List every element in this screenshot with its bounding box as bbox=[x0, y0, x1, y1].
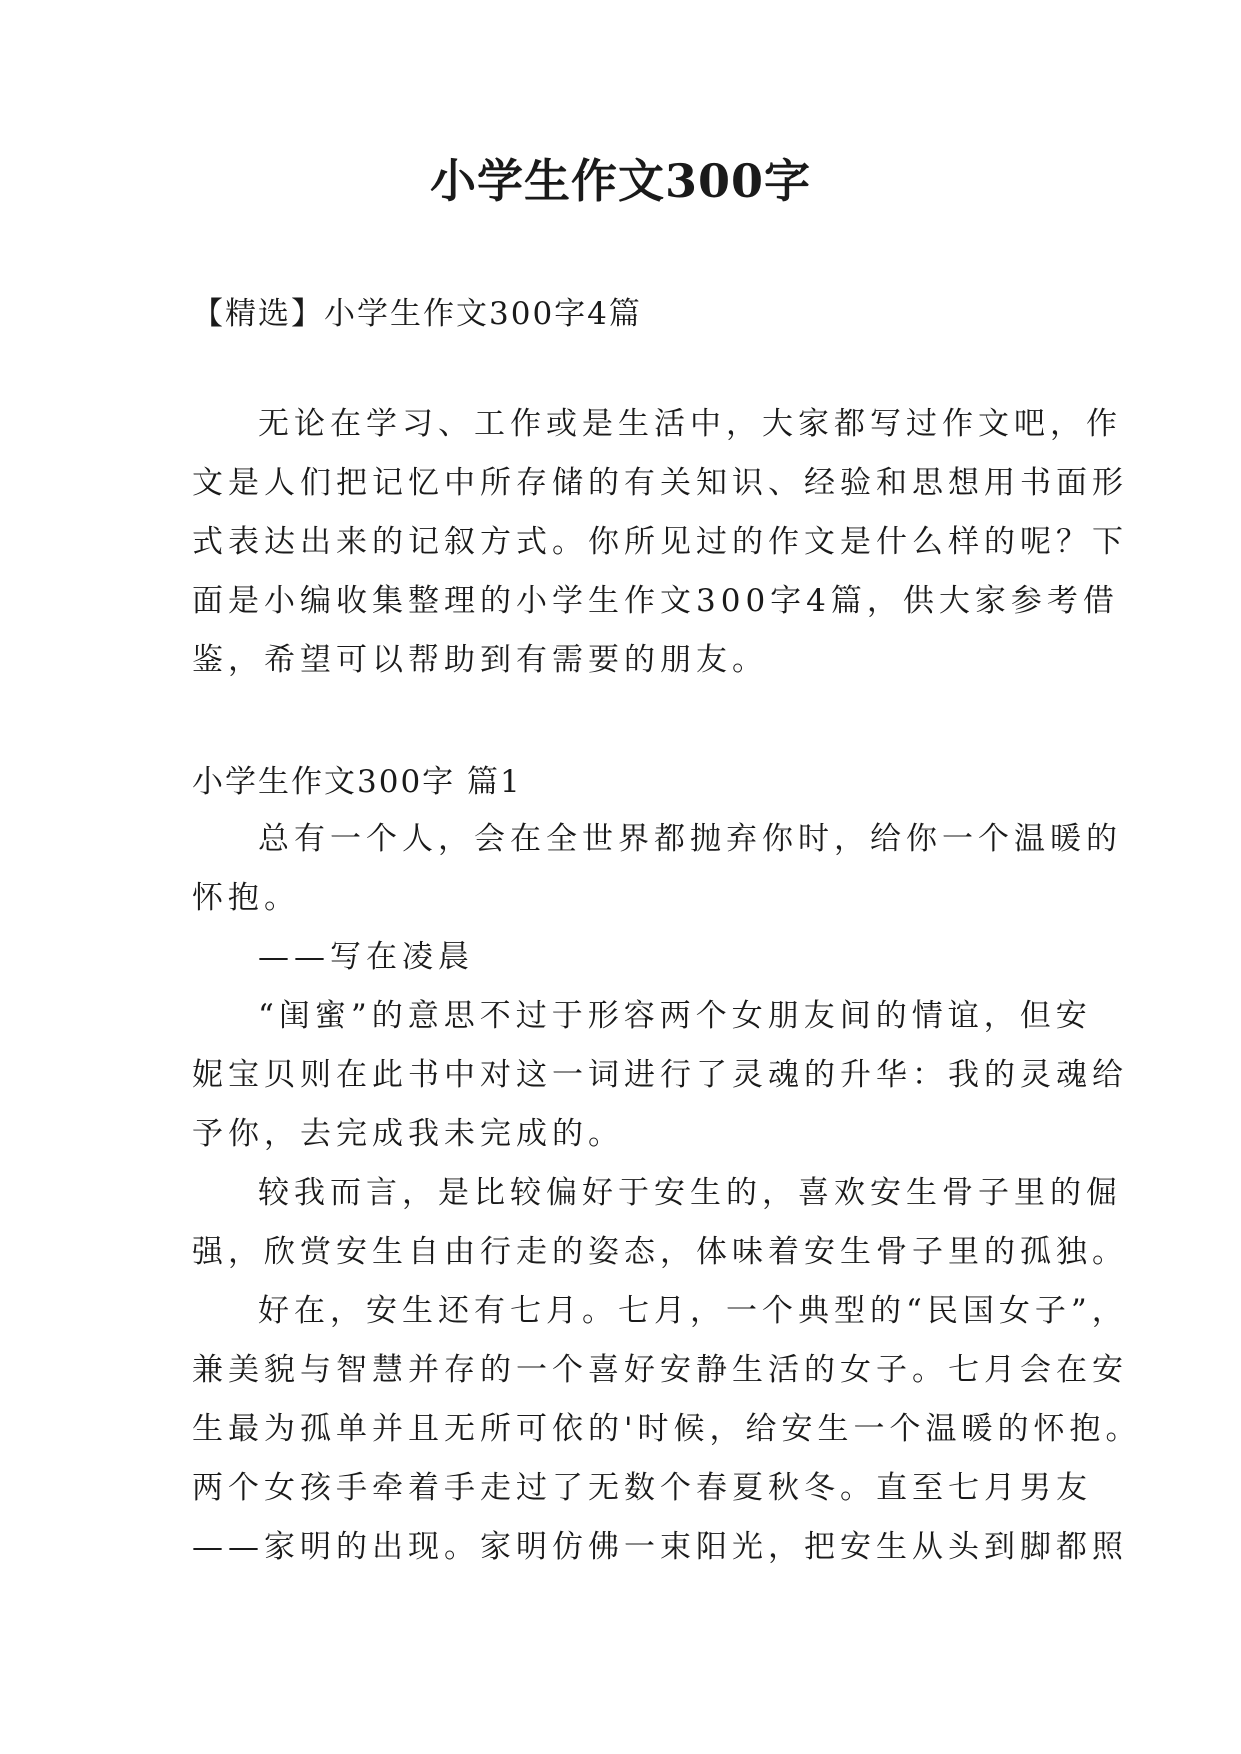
intro-line: 式表达出来的记叙方式。你所见过的作文是什么样的呢？下 bbox=[192, 524, 1128, 560]
body-line: 好在，安生还有七月。七月，一个典型的“民国女子”， bbox=[258, 1293, 1128, 1329]
intro-line: 无论在学习、工作或是生活中，大家都写过作文吧，作 bbox=[258, 406, 1122, 442]
body-line: 怀抱。 bbox=[192, 880, 300, 916]
body-line: 总有一个人，会在全世界都抛弃你时，给你一个温暖的 bbox=[258, 821, 1122, 857]
document-title: 小学生作文300字 bbox=[429, 154, 812, 208]
body-line: “闺蜜”的意思不过于形容两个女朋友间的情谊，但安 bbox=[258, 998, 1092, 1034]
body-line: ——家明的出现。家明仿佛一束阳光，把安生从头到脚都照 bbox=[192, 1529, 1128, 1565]
body-line: 予你，去完成我未完成的。 bbox=[192, 1116, 624, 1152]
body-line: 两个女孩手牵着手走过了无数个春夏秋冬。直至七月男友 bbox=[192, 1470, 1092, 1506]
body-line: 妮宝贝则在此书中对这一词进行了灵魂的升华：我的灵魂给 bbox=[192, 1057, 1128, 1093]
intro-line: 文是人们把记忆中所存储的有关知识、经验和思想用书面形 bbox=[192, 465, 1128, 501]
body-line: 生最为孤单并且无所可依的'时候，给安生一个温暖的怀抱。 bbox=[192, 1411, 1142, 1447]
body-line: 较我而言，是比较偏好于安生的，喜欢安生骨子里的倔 bbox=[258, 1175, 1122, 1211]
body-line: 强，欣赏安生自由行走的姿态，体味着安生骨子里的孤独。 bbox=[192, 1234, 1128, 1270]
body-line: 兼美貌与智慧并存的一个喜好安静生活的女子。七月会在安 bbox=[192, 1352, 1128, 1388]
essay-body bbox=[192, 810, 1142, 1577]
intro-line: 鉴，希望可以帮助到有需要的朋友。 bbox=[192, 642, 768, 678]
body-line: ——写在凌晨 bbox=[258, 939, 474, 975]
document-subtitle: 【精选】小学生作文300字4篇 bbox=[192, 296, 642, 332]
intro-line: 面是小编收集整理的小学生作文300字4篇，供大家参考借 bbox=[192, 583, 1119, 619]
section-heading: 小学生作文300字 篇1 bbox=[192, 764, 522, 800]
intro-paragraph bbox=[192, 395, 1128, 690]
